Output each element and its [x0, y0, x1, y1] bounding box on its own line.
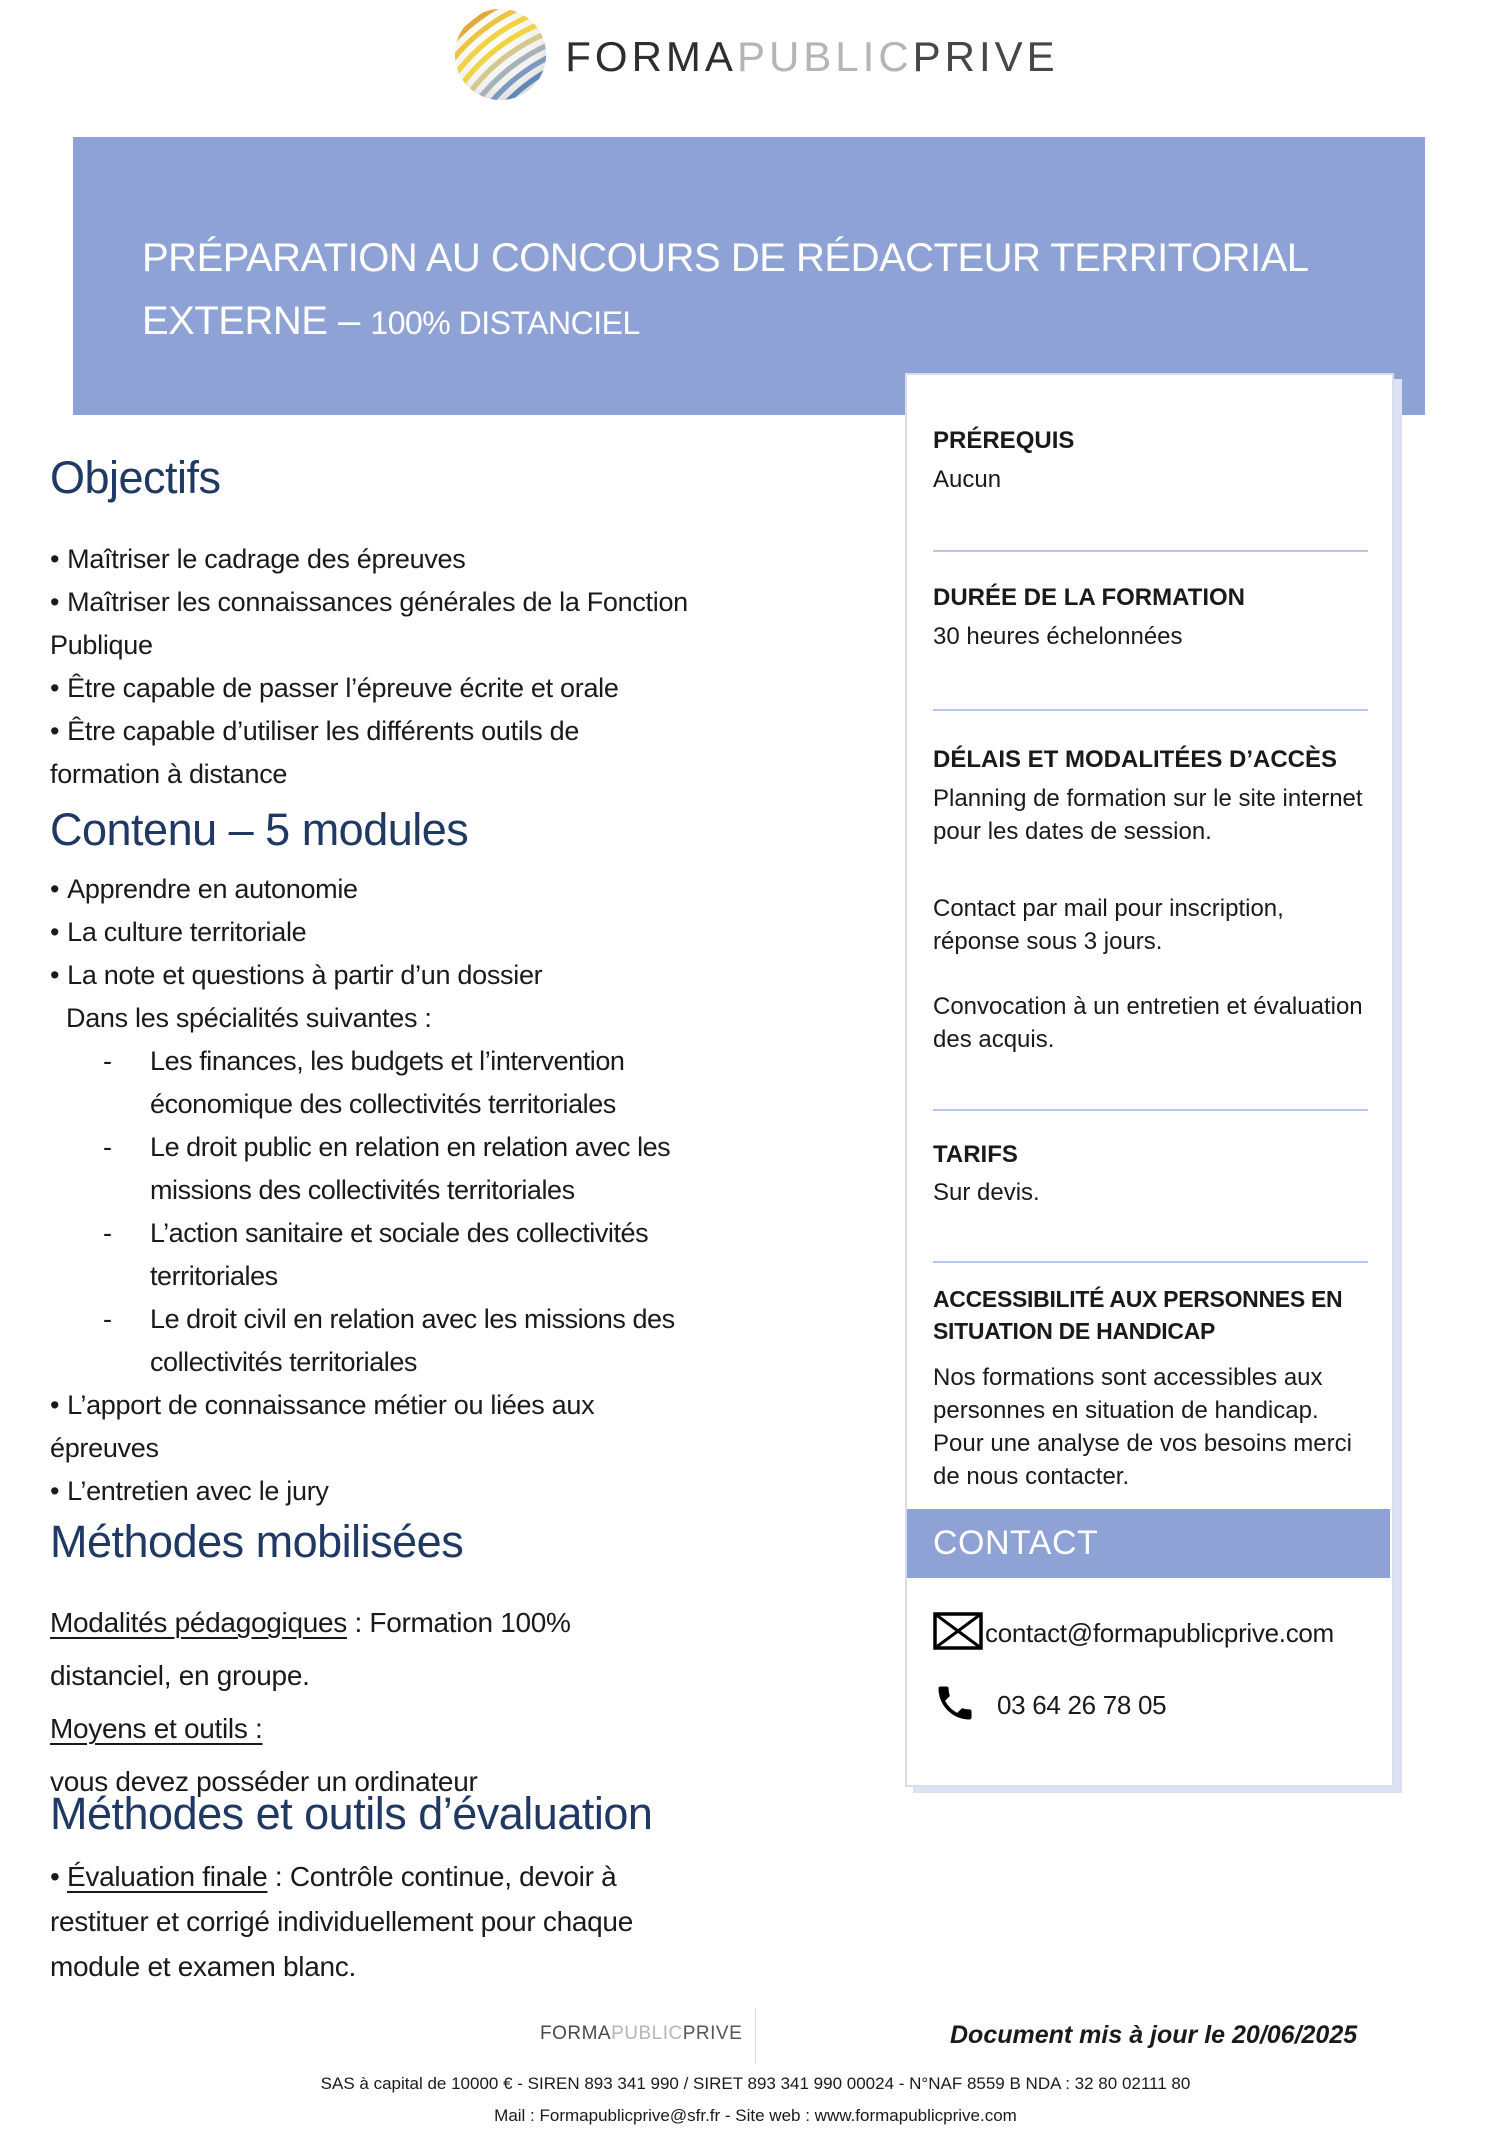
bullet-marker: • [50, 672, 60, 703]
list-item-text: Être capable de passer l’épreuve écrite et orale [67, 672, 619, 703]
delais-title: DÉLAIS ET MODALITÉES D’ACCÈS [933, 746, 1338, 773]
list-item [50, 1384, 690, 1470]
divider [933, 550, 1368, 552]
tarifs-body: Sur devis. [933, 1179, 1040, 1206]
footer-divider [755, 2008, 756, 2064]
bullet-marker: • [50, 1860, 60, 1892]
methodes-body [50, 1596, 690, 1808]
bullet-marker: • [50, 586, 60, 617]
list-item-text: Maîtriser les connaissances générales de la Fonction Publique [50, 586, 688, 660]
specialite-item [50, 1298, 690, 1384]
dash-marker: - [103, 1217, 112, 1248]
accessibilite-title: ACCESSIBILITÉ AUX PERSONNES EN SITUATION DE HANDICAP [933, 1286, 1343, 1344]
specialites-intro: Dans les spécialités suivantes : [66, 1002, 432, 1033]
delais-paragraph: Planning de formation sur le site internet pour les dates de session. [933, 785, 1363, 845]
banner-title-externe: EXTERNE – [142, 299, 371, 343]
bullet-marker: • [50, 715, 60, 746]
footer-brand-wordmark [540, 2023, 742, 2045]
contenu-heading: Contenu – 5 modules [50, 804, 469, 855]
methodes-heading: Méthodes mobilisées [50, 1516, 464, 1567]
document-updated-date: Document mis à jour le 20/06/2025 [950, 2021, 1358, 2049]
contact-phone-row [933, 1681, 1368, 1730]
footer-contact-line: Mail : Formapublicprive@sfr.fr - Site web : www.formapublicprive.com [494, 2106, 1017, 2125]
contact-phone: 03 64 26 78 05 [997, 1690, 1167, 1720]
list-item-text: L’entretien avec le jury [67, 1475, 329, 1506]
evaluation-item [50, 1854, 690, 1989]
accessibilite-body: Nos formations sont accessibles aux personnes en situation de handicap. Pour une analyse de vos besoins merci de nous contacter. [933, 1364, 1352, 1490]
list-item [50, 581, 690, 667]
section-objectifs [50, 452, 690, 796]
list-item [50, 710, 690, 796]
evaluation-label: Évaluation finale [67, 1860, 268, 1892]
section-evaluation [50, 1788, 690, 1989]
dash-marker: - [103, 1303, 112, 1334]
specialite-text: Les finances, les budgets et l’intervention économique des collectivités territoriales [150, 1045, 625, 1119]
list-item-text: Maîtriser le cadrage des épreuves [67, 543, 466, 574]
specialite-text: L’action sanitaire et sociale des collectivités territoriales [150, 1217, 649, 1291]
moyens-text-line: vous devez posséder un ordinateur [50, 1765, 478, 1797]
striped-globe-icon [452, 6, 549, 108]
modalites-label: Modalités pédagogiques [50, 1606, 347, 1638]
list-item [50, 868, 690, 911]
phone-icon [933, 1681, 977, 1730]
tarifs-title: TARIFS [933, 1141, 1018, 1168]
banner-title-distanciel: 100% DISTANCIEL [370, 305, 640, 341]
list-item [50, 911, 690, 954]
modalites-paragraph [50, 1596, 690, 1702]
moyens-label-line [50, 1702, 690, 1755]
brand-forma: FORMA [565, 33, 737, 80]
bullet-marker: • [50, 1389, 60, 1420]
duree-body: 30 heures échelonnées [933, 623, 1183, 650]
specialite-item [50, 1212, 690, 1298]
objectifs-list [50, 538, 690, 796]
bullet-marker: • [50, 916, 60, 947]
specialite-text: Le droit public en relation en relation avec les missions des collectivités territoriales [150, 1131, 671, 1205]
evaluation-text: : Contrôle continue, devoir à restituer et corrigé individuellement pour chaque module et examen blanc. [50, 1860, 633, 1982]
specialite-text: Le droit civil en relation avec les missions des collectivités territoriales [150, 1303, 675, 1377]
dash-marker: - [103, 1131, 112, 1162]
footer-brand-prive: PRIVE [682, 2023, 743, 2044]
brand-prive: PRIVE [912, 33, 1059, 80]
banner-title-line2 [142, 299, 1415, 344]
banner-title-line1: PRÉPARATION AU CONCOURS DE RÉDACTEUR TERRITORIAL [142, 236, 1309, 280]
contact-email-row [933, 1612, 1368, 1655]
list-item-text: Être capable d’utiliser les différents outils de formation à distance [50, 715, 580, 789]
delais-paragraph: Convocation à un entretien et évaluation des acquis. [933, 993, 1363, 1053]
footer-brand-public: PUBLIC [611, 2023, 683, 2044]
list-item [50, 954, 690, 997]
brand-public: PUBLIC [736, 33, 913, 80]
evaluation-heading: Méthodes et outils d’évaluation [50, 1788, 653, 1839]
list-item-text: L’apport de connaissance métier ou liées aux épreuves [50, 1389, 595, 1463]
bullet-marker: • [50, 873, 60, 904]
brand-wordmark [565, 33, 1058, 81]
footer-legal-line: SAS à capital de 10000 € - SIREN 893 341 990 / SIRET 893 341 990 00024 - N°NAF 8559 B NDA : 32 80 02111 80 [320, 2074, 1191, 2093]
envelope-icon [933, 1612, 983, 1655]
bullet-marker: • [50, 959, 60, 990]
list-item-text: La culture territoriale [67, 916, 307, 947]
prerequis-title: PRÉREQUIS [933, 427, 1075, 454]
contenu-list [50, 868, 690, 1513]
list-item [50, 1470, 690, 1513]
header-logo [0, 6, 1511, 108]
divider [933, 1109, 1368, 1111]
dash-marker: - [103, 1045, 112, 1076]
info-sidebar [905, 373, 1394, 1787]
bullet-marker: • [50, 1475, 60, 1506]
bullet-marker: • [50, 543, 60, 574]
duree-title: DURÉE DE LA FORMATION [933, 584, 1245, 611]
contact-header: CONTACT [907, 1509, 1390, 1578]
divider [933, 709, 1368, 711]
objectifs-heading: Objectifs [50, 452, 221, 503]
divider [933, 1261, 1368, 1263]
list-item-text: La note et questions à partir d’un dossier [67, 959, 543, 990]
contact-email: contact@formapublicprive.com [985, 1618, 1334, 1648]
section-contenu [50, 804, 690, 1513]
moyens-label: Moyens et outils : [50, 1712, 263, 1744]
list-item-text: Apprendre en autonomie [67, 873, 358, 904]
prerequis-body: Aucun [933, 466, 1002, 493]
footer-brand-forma: FORMA [540, 2023, 612, 2044]
modalites-text: : Formation 100% distanciel, en groupe. [50, 1606, 571, 1691]
list-item [50, 538, 690, 581]
specialite-item [50, 1040, 690, 1126]
specialite-item [50, 1126, 690, 1212]
list-item [50, 667, 690, 710]
section-methodes [50, 1516, 690, 1808]
delais-paragraph: Contact par mail pour inscription, réponse sous 3 jours. [933, 895, 1284, 955]
